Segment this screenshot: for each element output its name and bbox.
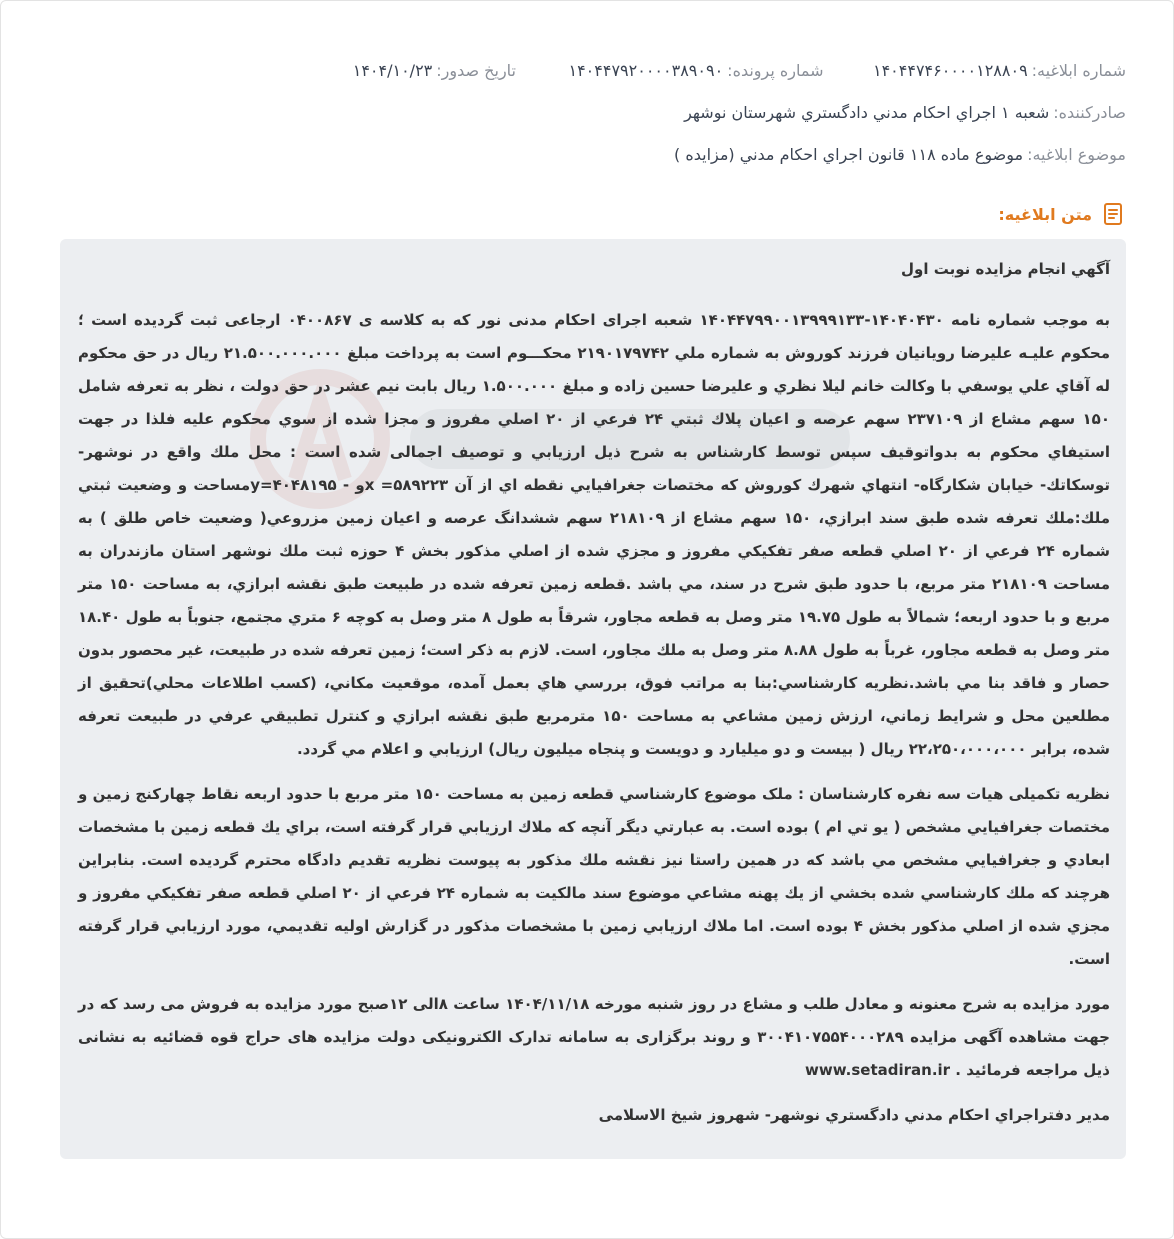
notice-number-label: شماره ابلاغیه: <box>1031 60 1126 80</box>
notice-paragraph: به موجب شماره نامه ۱۴۰۴۰۴۳۰-۱۴۰۴۴۷۹۹۰۰۱۳۹۹۹۱۳۳ شعبه اجرای احکام مدنی نور که به کلاسه ی ۰۴۰۰۸۶۷ ارجاعی ثبت گردیده است ؛ محکوم علیـه علیرضا رویانیان فرزند کوروش به شماره ملي ۲۱۹۰۱۷۹۷۴۲ محکـــوم است به پرداخت مبلغ ۲۱.۵۰۰.۰۰۰.۰۰۰ ريال در حق محكوم له آقاي علي يوسفي با وکالت خانم لیلا نظري و علیرضا حسین زاده و مبلغ ۱.۵۰۰.۰۰۰ ريال بابت نيم عشر در حق دولت ، نظر به تعرفه شامل ۱۵۰ سهم مشاع از ۲۳۷۱۰۹ سهم عرصه و اعيان پلاك ثبتي ۲۴ فرعي از ۲۰ اصلي مفروز و مجزا شده از سوي محکوم علیه فلذا در جهت استيفاي محكوم به بدواتوقيف سپس توسط کارشناس به شرح ذيل ارزيابي و توصيف اجمالی شده است : محل ملك واقع در نوشهر- توسكاتك- خيابان شكارگاه- انتهاي شهرك كوروش كه مختصات جغرافيايي نقطه اي از آن ۵۸۹۲۲۳= xو - ۴۰۴۸۱۹۵=yمساحت و وضعيت ثبتي ملك:ملك تعرفه شده طبق سند ابرازي، ۱۵۰ سهم مشاع از ۲۱۸۱۰۹ سهم ششدانگ عرصه و اعيان زمين مزروعي( وضعيت خاص طلق ) به شماره ۲۴ فرعي از ۲۰ اصلي قطعه صفر تفكيكي مفروز و مجزي شده از اصلي مذكور بخش ۴ حوزه ثبت ملك نوشهر استان مازندران به مساحت ۲۱۸۱۰۹ متر مربع، با حدود طبق شرح در سند، مي باشد .قطعه زمين تعرفه شده در طبيعت طبق نقشه ابرازي، به مساحت ۱۵۰ متر مربع و با حدود اربعه؛ شمالاً به طول ۱۹.۷۵ متر وصل به قطعه مجاور، شرقاً به طول ۸ متر وصل به كوچه ۶ متري مجتمع، جنوباً به طول ۱۸.۴۰ متر وصل به قطعه مجاور، غرباً به طول ۸.۸۸ متر وصل به ملك مجاور، است. لازم به ذكر است؛ زمين تعرفه شده در طبيعت، غير محصور بدون حصار و فاقد بنا مي باشد.نظريه كارشناسي:بنا به مراتب فوق، بررسي هاي بعمل آمده، موقعيت مكاني، (كسب اطلاعات محلي)تحقيق از مطلعين محل و شرايط زماني، ارزش زمين مشاعي به مساحت ۱۵۰ مترمربع طبق نقشه ابرازي و كنترل تطبيقي عرفي در طبيعت تعرفه شده، برابر ۲۲،۲۵۰،۰۰۰،۰۰۰ ريال ( بيست و دو ميليارد و دويست و پنجاه ميليون ريال) ارزيابي و اعلام مي گردد. <box>78 311 1111 758</box>
notice-text-box <box>60 239 1126 1159</box>
notice-meta-row <box>40 58 1126 82</box>
issuer-label: صادرکننده: <box>1053 102 1126 122</box>
notice-signature: مدير دفتراجراي احكام مدني دادگستري نوشهر- شهروز شيخ الاسلامی <box>598 1106 1110 1124</box>
subject-value: موضوع ماده ۱۱۸ قانون اجراي احكام مدني (مزايده ) <box>674 144 1024 164</box>
notice-number-value: ۱۴۰۴۴۷۴۶۰۰۰۰۱۲۸۸۰۹ <box>872 60 1028 80</box>
subject-label: موضوع ابلاغیه: <box>1027 144 1126 164</box>
issuer-value: شعبه ۱ اجراي احكام مدني دادگستري شهرستان نوشهر <box>684 102 1050 122</box>
notice-number <box>872 60 1126 80</box>
notice-paragraph: نظريه تكميلی هيات سه نفره كارشناسان : ملک موضوع كارشناسي قطعه زمين به مساحت ۱۵۰ متر مربع با حدود اربعه نقاط چهاركنج زمين و مختصات جغرافيايي مشخص ( يو تي ام ) بوده است. به عبارتي ديگر آنچه كه ملاك ارزيابي قرار گرفته است، براي يك قطعه زمين با مشخصات ابعادي و جغرافيايي مشخص مي باشد كه در همين راستا نيز نقشه ملك مذكور به پيوست نظريه تقديم دادگاه محترم گرديده است. بنابراين هرچند كه ملك كارشناسي شده بخشي از يك پهنه مشاعي موضوع سند مالكيت به شماره ۲۴ فرعي از ۲۰ اصلي قطعه صفر تفكيكي مفروز و مجزي شده از اصلي مذكور بخش ۴ بوده است. اما ملاك ارزيابي زمين با مشخصات مذكور در گزارش اوليه تقديمي، مورد ارزيابي قرار گرفته است. <box>78 785 1111 968</box>
notice-text <box>78 253 1110 1144</box>
document-icon <box>1100 201 1126 227</box>
case-number-value: ۱۴۰۴۴۷۹۲۰۰۰۰۳۸۹۰۹۰ <box>568 60 724 80</box>
subject-row <box>40 142 1126 166</box>
issuer-row <box>40 100 1126 124</box>
notice-text-heading-label: متن ابلاغیه: <box>998 204 1092 224</box>
issue-date-label: تاریخ صدور: <box>436 60 516 80</box>
notice-title: آگهي انجام مزايده نوبت اول <box>901 260 1110 278</box>
case-number <box>516 61 876 80</box>
case-number-label: شماره پرونده: <box>727 60 824 80</box>
issue-date <box>40 61 516 80</box>
notice-text-heading <box>998 200 1126 228</box>
notice-paragraph: مورد مزايده به شرح معنونه و معادل طلب و مشاع در روز شنبه مورخه ۱۴۰۴/۱۱/۱۸ ساعت ۸الی ۱۲صبح مورد مزايده به فروش می رسد که در جهت مشاهده آگهی مزایده ۳۰۰۴۱۰۷۵۵۴۰۰۰۲۸۹ و روند برگزاری به سامانه تدارک الکترونیکی دولت مزایده های حراج قوه قضائیه به نشانی ذیل مراجعه فرمائید . www.setadiran.ir <box>78 995 1111 1079</box>
issue-date-value: ۱۴۰۴/۱۰/۲۳ <box>352 60 433 80</box>
